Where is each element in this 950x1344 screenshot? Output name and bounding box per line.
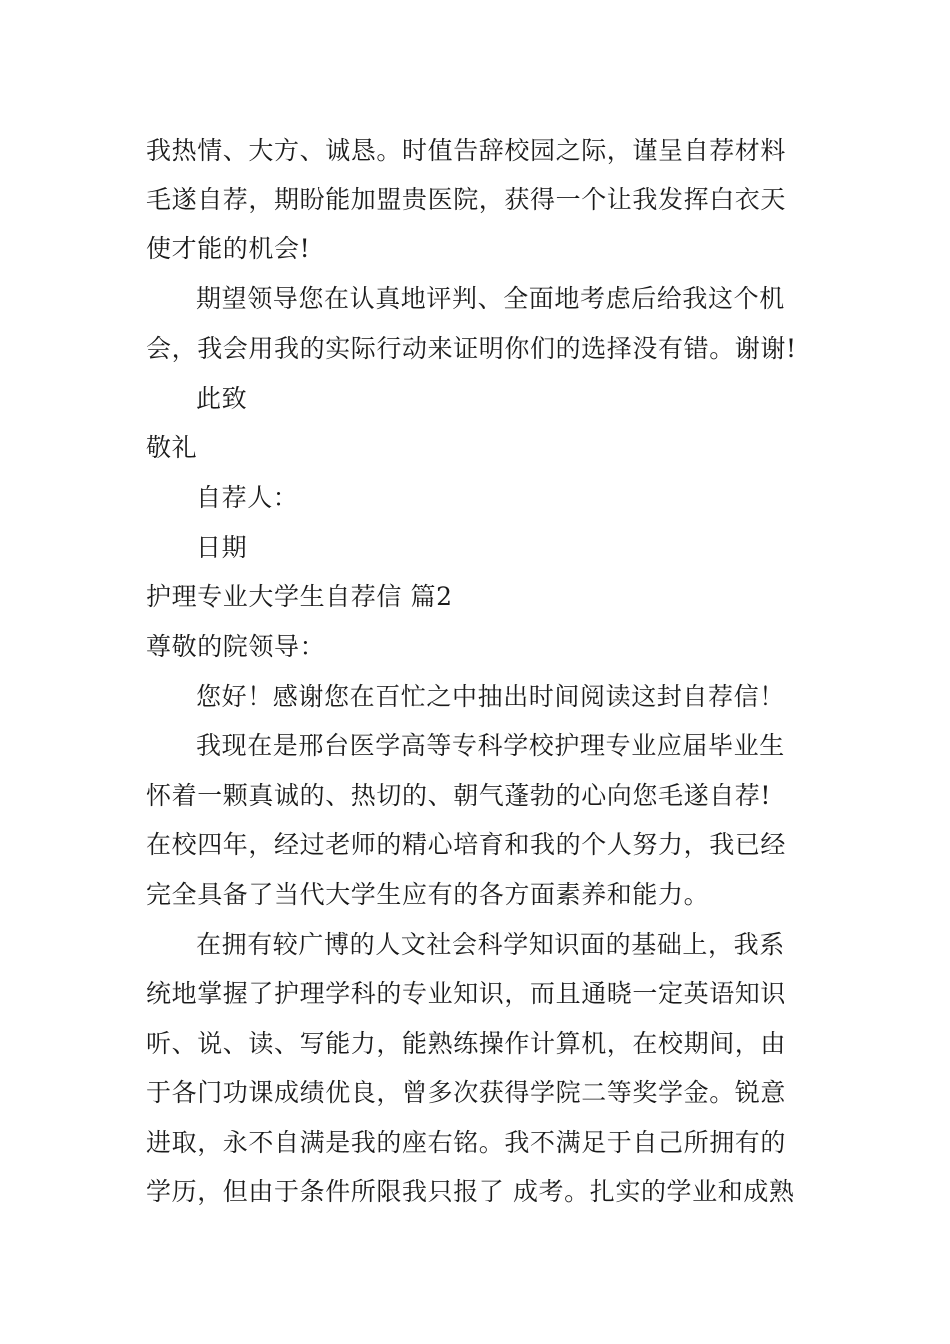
paragraph-line: 使才能的机会! <box>146 234 311 263</box>
closing-salutation: 此致 <box>196 384 248 413</box>
paragraph-line: 您好！感谢您在百忙之中抽出时间阅读这封自荐信！ <box>196 682 785 711</box>
paragraph-line: 我热情、大方、诚恳。时值告辞校园之际，谨呈自荐材料 <box>146 136 787 165</box>
signature-label: 自荐人： <box>196 483 299 512</box>
paragraph-line: 在拥有较广博的人文社会科学知识面的基础上，我系 <box>196 930 785 959</box>
date-label: 日期 <box>196 533 248 562</box>
paragraph-line: 学历，但由于条件所限我只报了 成考。扎实的学业和成熟 <box>146 1177 795 1206</box>
paragraph-line: 于各门功课成绩优良，曾多次获得学院二等奖学金。锐意 <box>146 1078 787 1107</box>
greeting: 尊敬的院领导： <box>146 632 326 661</box>
paragraph-line: 完全具备了当代大学生应有的各方面素养和能力。 <box>146 880 710 909</box>
paragraph-line: 我现在是邢台医学高等专科学校护理专业应届毕业生 <box>196 731 785 760</box>
paragraph-line: 进取，永不自满是我的座右铭。我不满足于自己所拥有的 <box>146 1128 787 1157</box>
closing-regards: 敬礼 <box>146 433 198 462</box>
paragraph-line: 期望领导您在认真地评判、全面地考虑后给我这个机 <box>196 284 785 313</box>
paragraph-line: 在校四年，经过老师的精心培育和我的个人努力，我已经 <box>146 830 787 859</box>
paragraph-line: 怀着一颗真诚的、热切的、朝气蓬勃的心向您毛遂自荐! <box>146 781 772 810</box>
paragraph-line: 听、说、读、写能力，能熟练操作计算机，在校期间，由 <box>146 1029 787 1058</box>
paragraph-line: 统地掌握了护理学科的专业知识，而且通晓一定英语知识 <box>146 979 787 1008</box>
section-title: 护理专业大学生自荐信 篇2 <box>146 582 453 611</box>
paragraph-line: 会，我会用我的实际行动来证明你们的选择没有错。谢谢! <box>146 334 797 363</box>
paragraph-line: 毛遂自荐，期盼能加盟贵医院，获得一个让我发挥白衣天 <box>146 185 787 214</box>
